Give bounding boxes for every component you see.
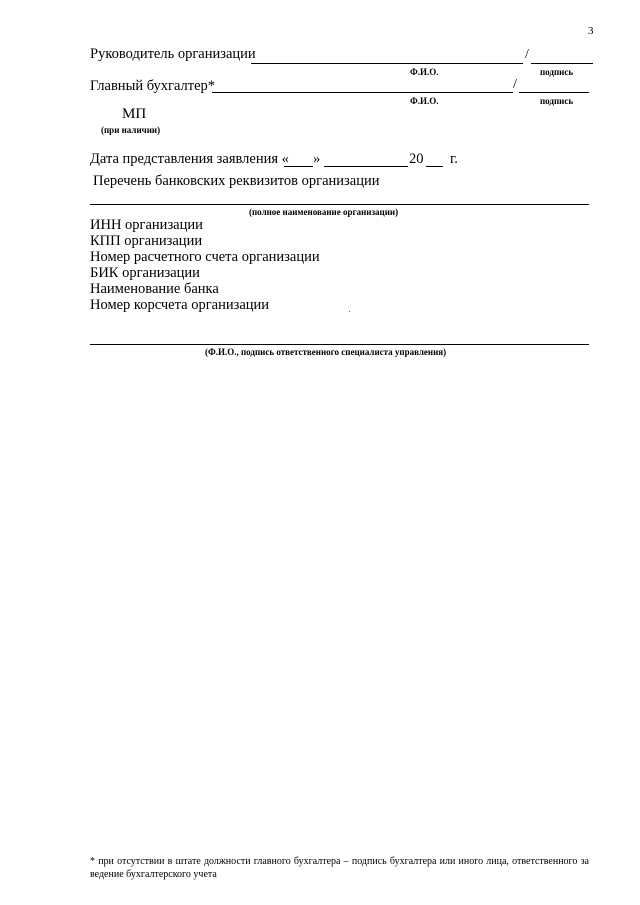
chief-separator: / xyxy=(513,77,517,92)
org-name-line xyxy=(90,204,589,205)
stamp-note: (при наличии) xyxy=(101,125,161,135)
date-year-line xyxy=(426,166,443,167)
bank-item-bank-name: Наименование банка xyxy=(90,281,219,297)
date-middle: » xyxy=(313,151,321,167)
date-month-line xyxy=(324,166,408,167)
bank-item-corr-account: Номер корсчета организации xyxy=(90,297,270,313)
head-fio-caption: Ф.И.О. xyxy=(410,67,439,77)
footnote: * при отсутствии в штате должности главного бухгалтера – подпись бухгалтера или иного лица, ответственного за ведение бухгалтерского учета xyxy=(90,856,589,880)
head-label: Руководитель организации xyxy=(90,46,256,62)
chief-signature-line xyxy=(519,92,589,93)
date-label: Дата представления заявления « xyxy=(90,151,289,167)
head-signature-caption: подпись xyxy=(540,67,574,77)
chief-signature-caption: подпись xyxy=(540,96,574,106)
bank-item-kpp: КПП организации xyxy=(90,233,203,249)
chief-fio-line xyxy=(212,92,513,93)
chief-fio-caption: Ф.И.О. xyxy=(410,96,439,106)
page-number: 3 xyxy=(588,25,594,37)
stamp-label: МП xyxy=(122,106,147,122)
specialist-line xyxy=(90,344,589,345)
bank-details-title: Перечень банковских реквизитов организации xyxy=(93,173,380,189)
date-year-suffix: г. xyxy=(450,151,458,167)
date-year-prefix: 20 xyxy=(409,151,424,167)
specialist-caption: (Ф.И.О., подпись ответственного специалиста управления) xyxy=(205,347,447,357)
head-fio-line xyxy=(251,63,523,64)
head-separator: / xyxy=(525,47,529,62)
chief-accountant-label: Главный бухгалтер* xyxy=(90,78,216,94)
date-day-line xyxy=(284,166,313,167)
bank-item-account: Номер расчетного счета организации xyxy=(90,249,320,265)
org-name-caption: (полное наименование организации) xyxy=(249,207,399,217)
head-signature-line xyxy=(531,63,593,64)
scan-dot xyxy=(349,311,350,312)
bank-item-bik: БИК организации xyxy=(90,265,200,281)
bank-item-inn: ИНН организации xyxy=(90,217,203,233)
